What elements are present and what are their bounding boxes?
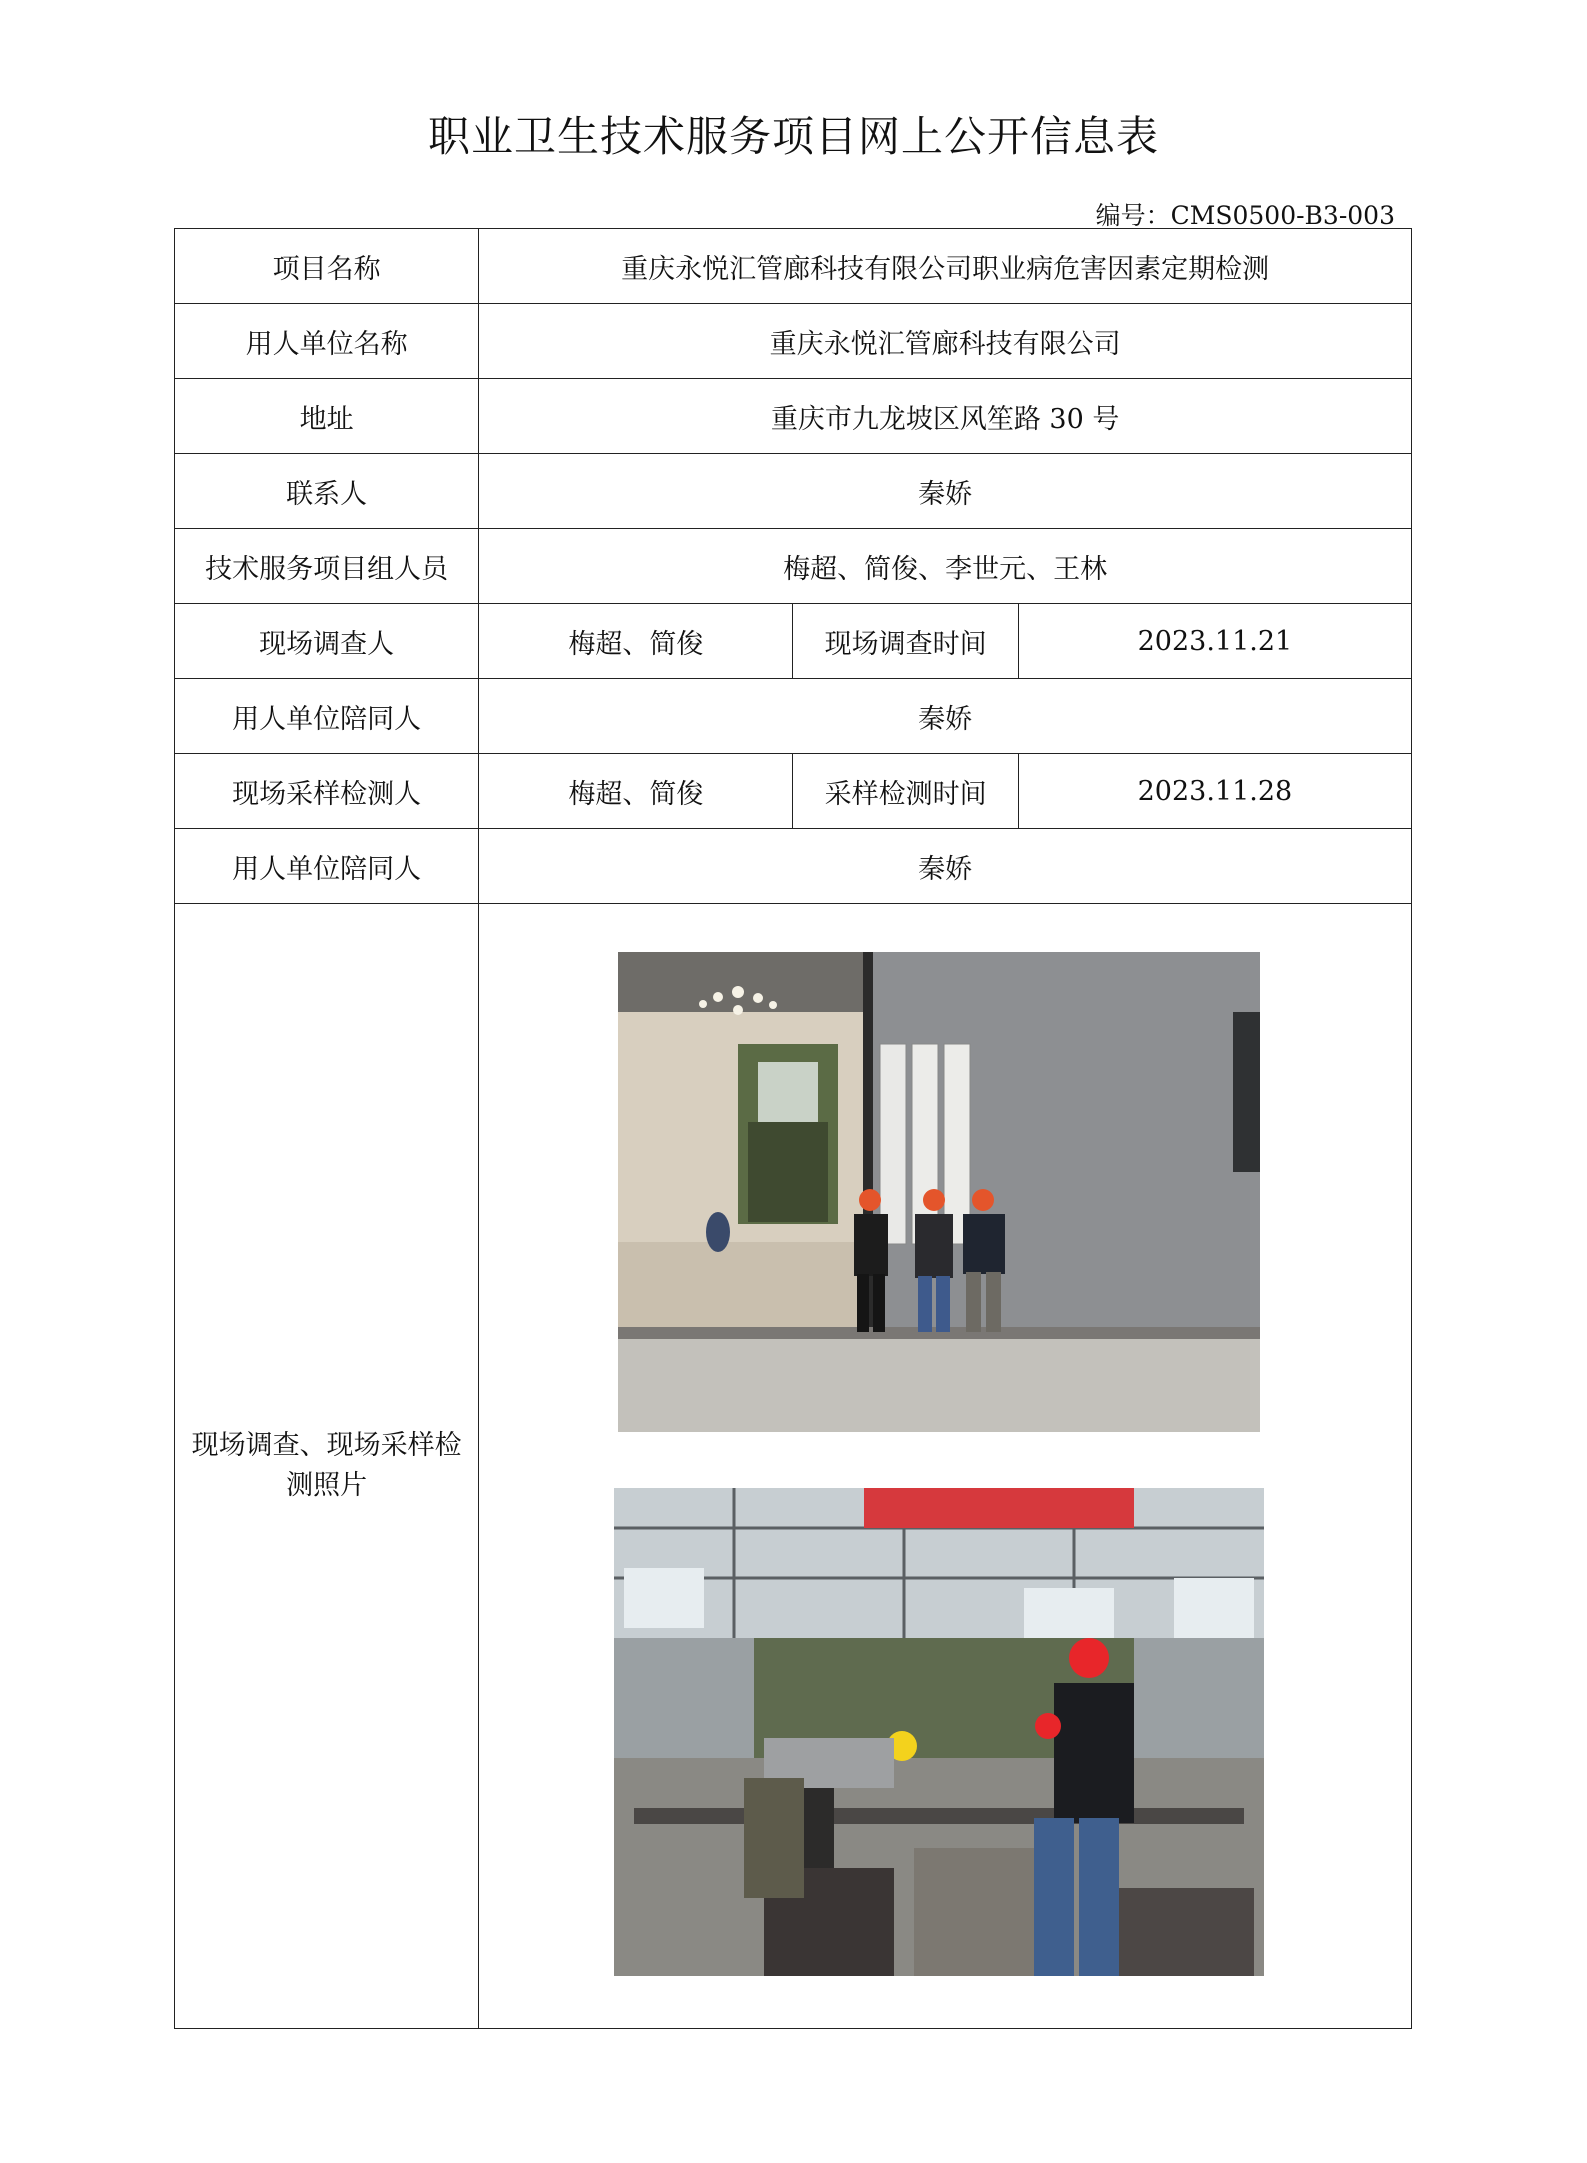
row-address <box>175 379 1412 454</box>
row-team <box>175 529 1412 604</box>
team-value: 梅超、简俊、李世元、王林 <box>479 529 1412 604</box>
project-name-value: 重庆永悦汇管廊科技有限公司职业病危害因素定期检测 <box>479 229 1412 304</box>
sampling-time-value: 2023.11.28 <box>1018 754 1411 829</box>
survey-time-label: 现场调查时间 <box>793 604 1018 679</box>
team-label: 技术服务项目组人员 <box>175 529 479 604</box>
escort-value-1: 秦娇 <box>479 679 1412 754</box>
row-project-name <box>175 229 1412 304</box>
row-survey <box>175 604 1412 679</box>
escort-label-2: 用人单位陪同人 <box>175 829 479 904</box>
photos-cell <box>479 904 1412 2029</box>
site-survey-photo <box>618 952 1260 1432</box>
address-value: 重庆市九龙坡区风笙路 30 号 <box>479 379 1412 454</box>
row-sampling <box>175 754 1412 829</box>
photos-container <box>479 904 1411 2028</box>
employer-value: 重庆永悦汇管廊科技有限公司 <box>479 304 1412 379</box>
photos-label-line-2: 测照片 <box>286 1470 368 1501</box>
sampling-person-label: 现场采样检测人 <box>175 754 479 829</box>
info-table <box>174 228 1412 2029</box>
project-name-label: 项目名称 <box>175 229 479 304</box>
row-photos <box>175 904 1412 2029</box>
row-contact <box>175 454 1412 529</box>
address-label: 地址 <box>175 379 479 454</box>
escort-label-1: 用人单位陪同人 <box>175 679 479 754</box>
escort-value-2: 秦娇 <box>479 829 1412 904</box>
row-escort-2 <box>175 829 1412 904</box>
survey-time-value: 2023.11.21 <box>1018 604 1411 679</box>
page-title: 职业卫生技术服务项目网上公开信息表 <box>427 112 1159 161</box>
document-code: 编号：CMS0500-B3-003 <box>1095 201 1395 230</box>
photos-label-line-1: 现场调查、现场采样检 <box>191 1430 462 1461</box>
contact-value: 秦娇 <box>479 454 1412 529</box>
photos-label <box>175 904 479 2029</box>
row-escort-1 <box>175 679 1412 754</box>
survey-person-value: 梅超、简俊 <box>479 604 793 679</box>
sampling-time-label: 采样检测时间 <box>793 754 1018 829</box>
survey-person-label: 现场调查人 <box>175 604 479 679</box>
row-employer <box>175 304 1412 379</box>
site-sampling-photo <box>614 1488 1264 1976</box>
contact-label: 联系人 <box>175 454 479 529</box>
sampling-person-value: 梅超、简俊 <box>479 754 793 829</box>
employer-label: 用人单位名称 <box>175 304 479 379</box>
